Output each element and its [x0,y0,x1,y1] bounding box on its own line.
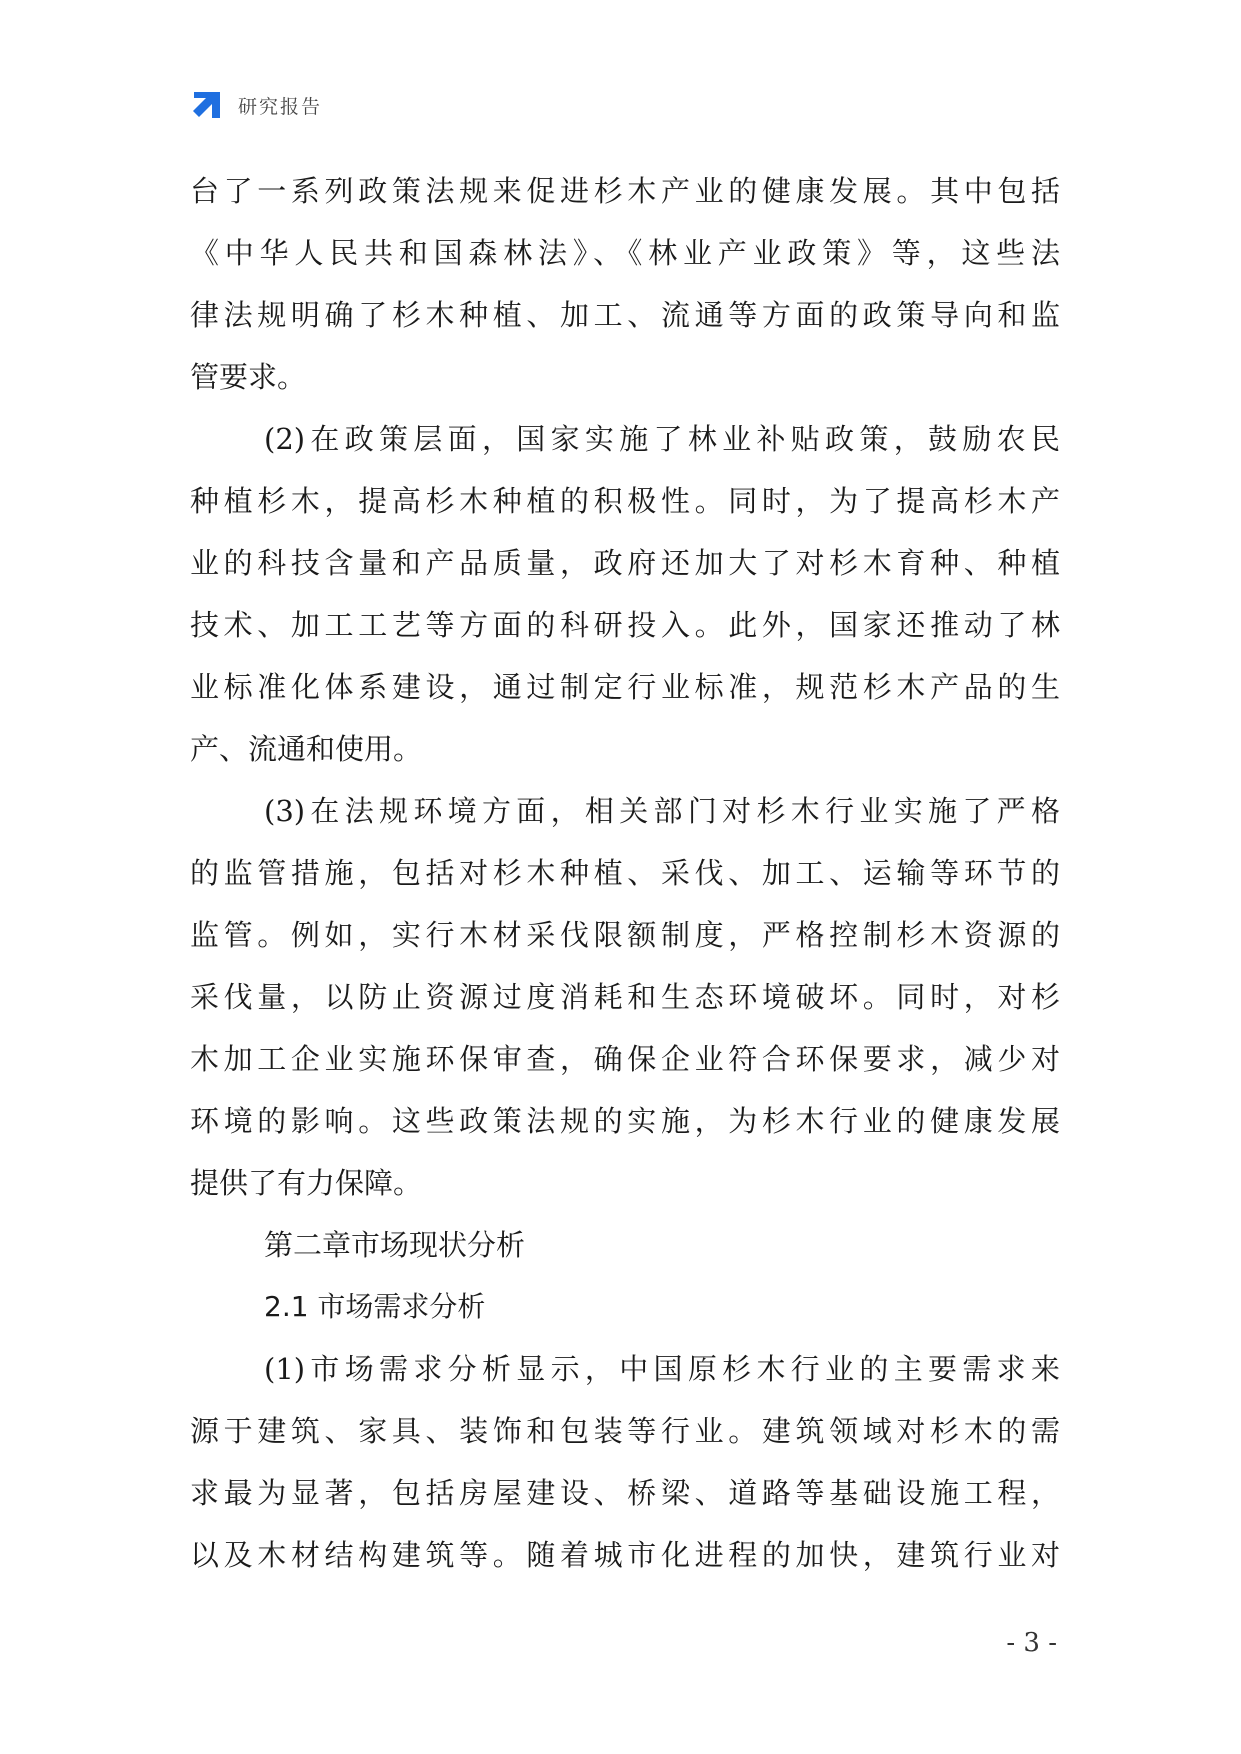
paragraph-start-line: (3)在法规环境方面，相关部门对杉木行业实施了严格 [264,794,1060,828]
body-line: 的监管措施，包括对杉木种植、采伐、加工、运输等环节的 [190,856,1060,890]
body-line: 业的科技含量和产品质量，政府还加大了对杉木育种、种植 [190,546,1060,580]
paragraph-start-line: (1)市场需求分析显示，中国原杉木行业的主要需求来 [264,1352,1060,1386]
arrow-logo-icon [190,88,224,122]
body-line: 以及木材结构建筑等。随着城市化进程的加快，建筑行业对 [190,1538,1060,1572]
paragraph-start-line: (2)在政策层面，国家实施了林业补贴政策，鼓励农民 [264,422,1060,456]
section-heading: 2.1 市场需求分析 [264,1290,486,1323]
body-line: 《中华人民共和国森林法》、《林业产业政策》等，这些法 [190,236,1060,270]
page-header [190,86,322,124]
body-line: 业标准化体系建设，通过制定行业标准，规范杉木产品的生 [190,670,1060,704]
body-line: 台了一系列政策法规来促进杉木产业的健康发展。其中包括 [190,174,1060,208]
header-title: 研究报告 [238,95,323,118]
body-line: 求最为显著，包括房屋建设、桥梁、道路等基础设施工程， [190,1476,1060,1510]
body-line: 种植杉木，提高杉木种植的积极性。同时，为了提高杉木产 [190,484,1060,518]
body-line: 监管。例如，实行木材采伐限额制度，严格控制杉木资源的 [190,918,1060,952]
page-number: - 3 - [1006,1628,1057,1658]
body-line: 产、流通和使用。 [190,732,423,766]
body-line: 提供了有力保障。 [190,1166,423,1200]
body-line: 采伐量，以防止资源过度消耗和生态环境破坏。同时，对杉 [190,980,1060,1014]
body-line: 木加工企业实施环保审查，确保企业符合环保要求，减少对 [190,1042,1060,1076]
body-line: 律法规明确了杉木种植、加工、流通等方面的政策导向和监 [190,298,1060,332]
body-line: 环境的影响。这些政策法规的实施，为杉木行业的健康发展 [190,1104,1060,1138]
body-line: 源于建筑、家具、装饰和包装等行业。建筑领域对杉木的需 [190,1414,1060,1448]
chapter-heading: 第二章市场现状分析 [264,1228,526,1262]
document-body [190,160,1060,1586]
body-line: 技术、加工工艺等方面的科研投入。此外，国家还推动了林 [190,608,1060,642]
body-line: 管要求。 [190,360,307,394]
